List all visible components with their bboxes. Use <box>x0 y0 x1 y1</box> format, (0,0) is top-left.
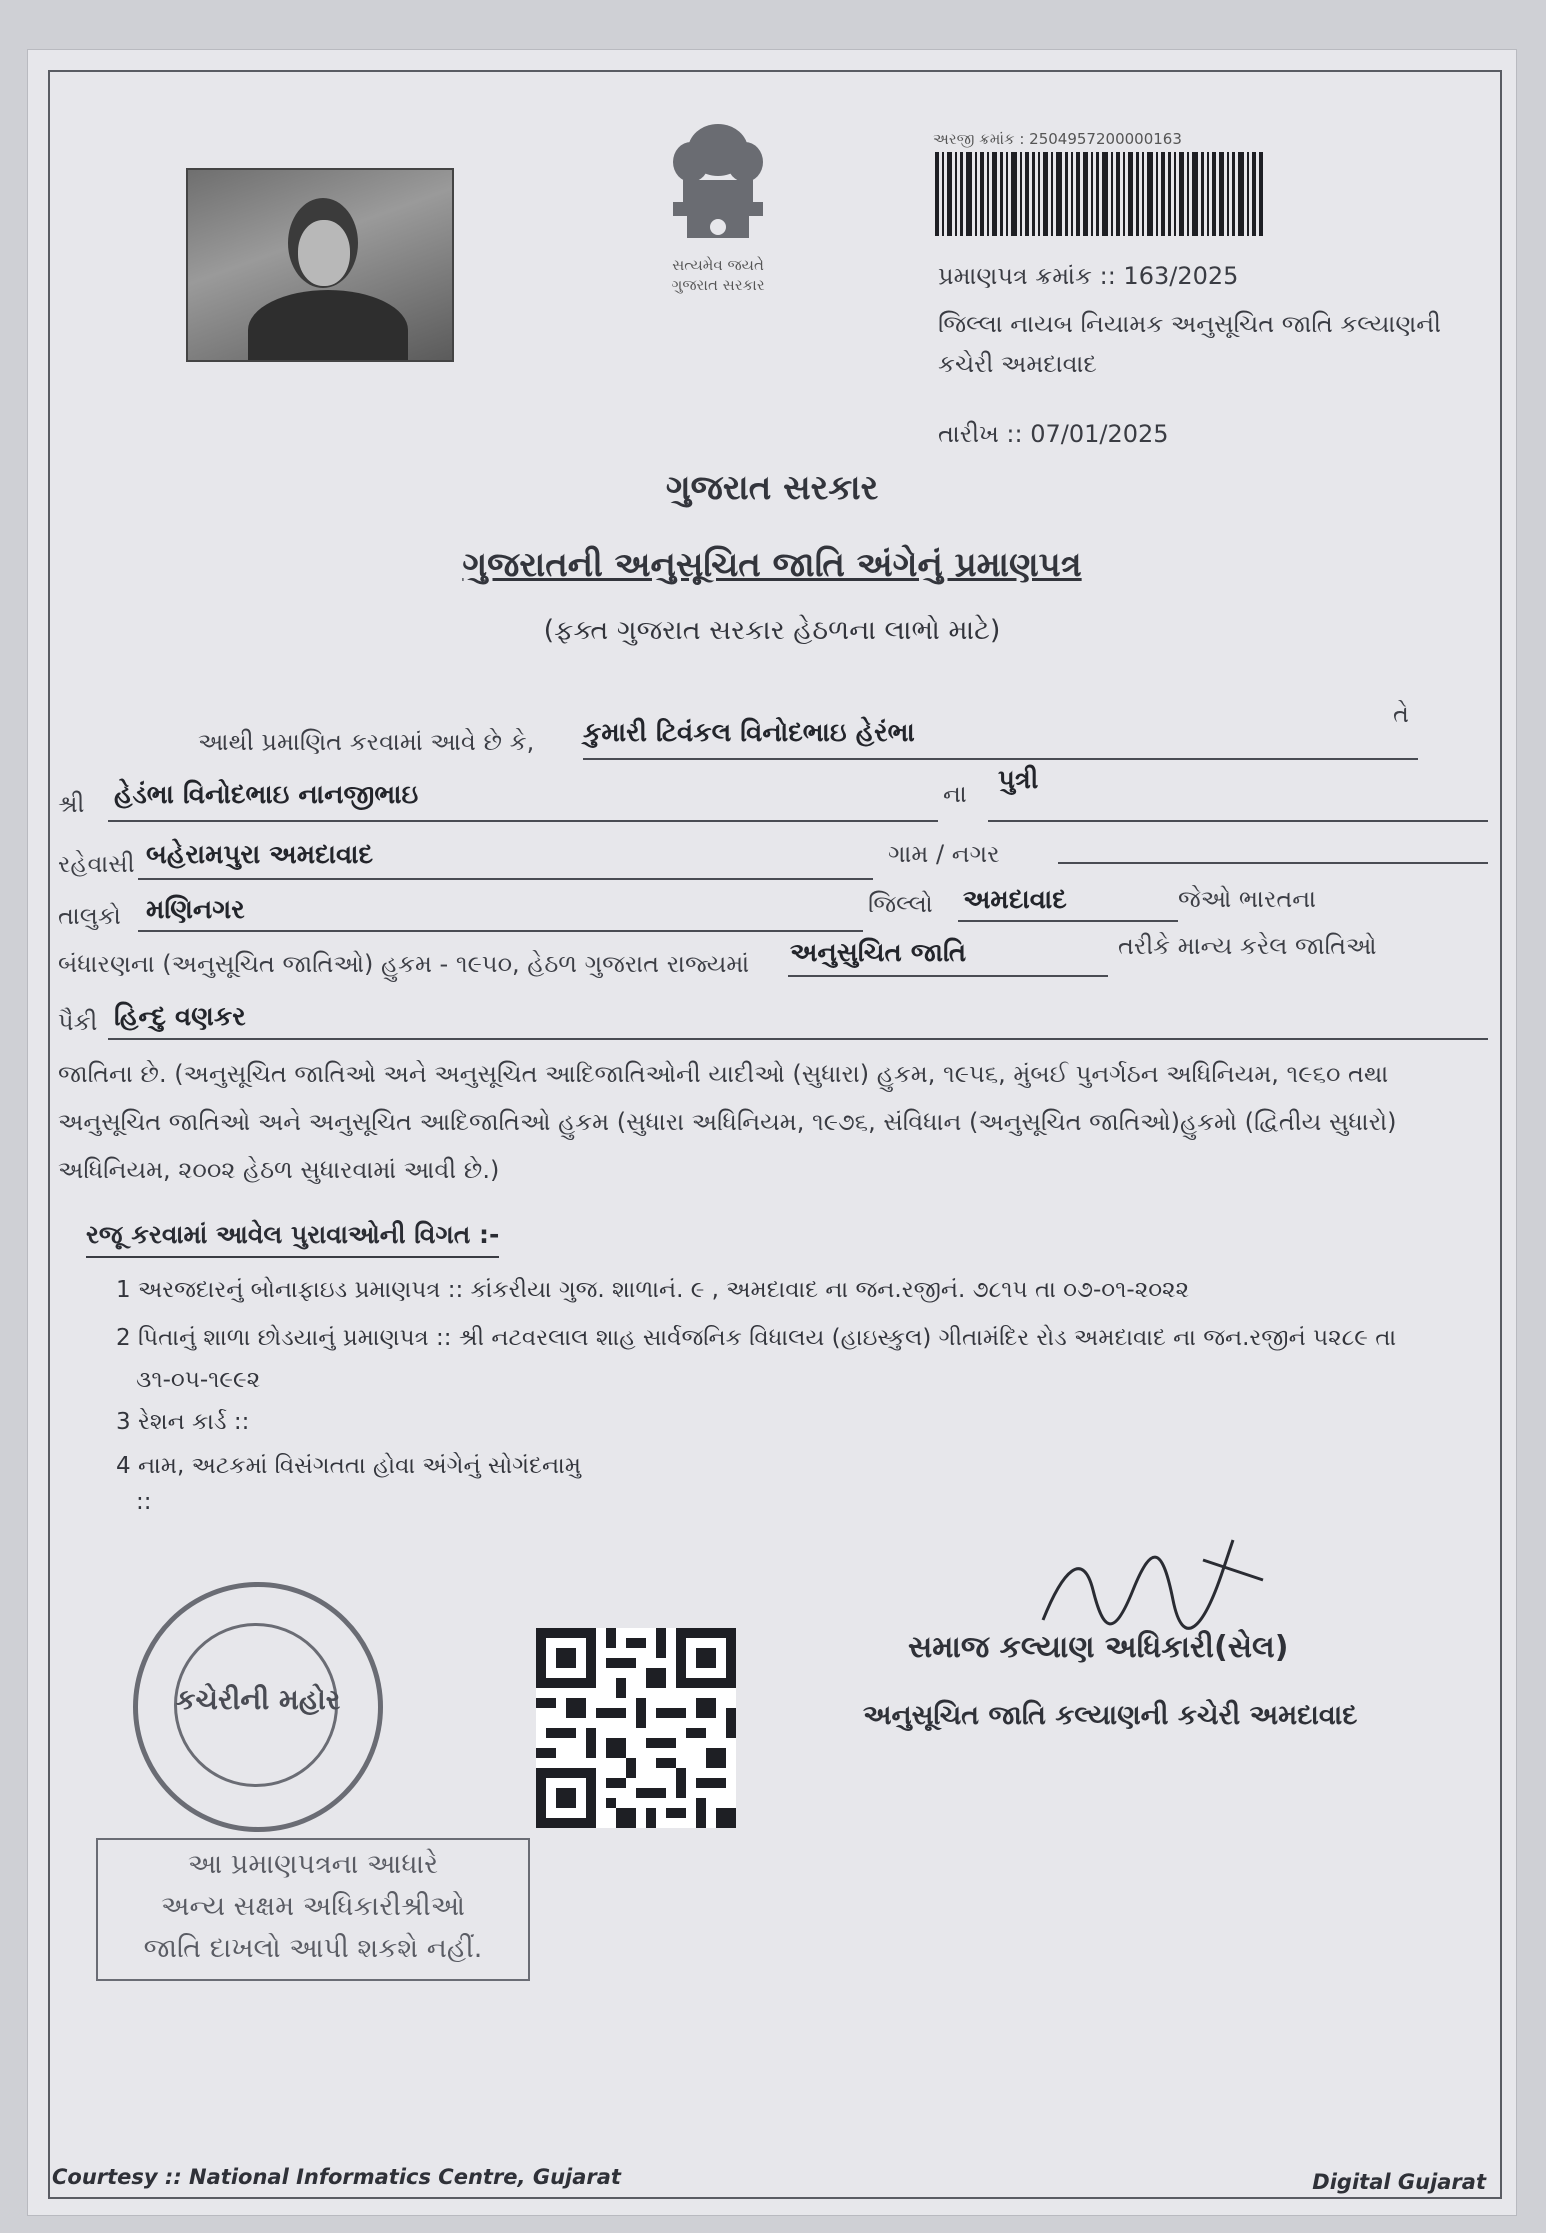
certificate-page <box>28 50 1516 2215</box>
applicant-photo <box>186 168 454 362</box>
taluka-label: તાલુકો <box>58 902 121 930</box>
evidence-heading: રજૂ કરવામાં આવેલ પુરાવાઓની વિગત :- <box>86 1220 499 1258</box>
caste: હિન્દુ વણકર <box>114 1002 246 1032</box>
father-name: હેડંભા વિનોદભાઇ નાનજીભાઇ <box>114 780 419 810</box>
applicant-name: કુમારી ટિવંકલ વિનોદભાઇ હેરંભા <box>583 718 915 748</box>
national-emblem-icon <box>643 110 793 260</box>
category-underline <box>788 975 1108 977</box>
government-title: ગુજરાત સરકાર <box>665 468 879 508</box>
na-label: ના <box>943 780 967 808</box>
emblem-caption: સત્યમેવ જયતે ગુજરાત સરકાર <box>671 256 765 294</box>
paiki-label: પૈકી <box>58 1008 98 1036</box>
village-label: ગામ / નગર <box>888 840 1000 868</box>
relation-underline <box>988 820 1488 822</box>
signatory-office: અનુસૂચિત જાતિ કલ્યાણની કચેરી અમદાવાદ <box>863 1700 1358 1731</box>
issue-date: તારીખ :: 07/01/2025 <box>938 420 1169 448</box>
validity-notice: આ પ્રમાણપત્રના આધારે અન્ય સક્ષમ અધિકારીશ્રીઓ જાતિ દાખલો આપી શકશે નહીં. <box>96 1838 530 1981</box>
village-underline <box>1058 862 1488 864</box>
recognized-label: તરીકે માન્ય કરેલ જાતિઓ <box>1118 932 1377 960</box>
shri-label: શ્રી <box>58 790 85 818</box>
taluka-underline <box>138 930 863 932</box>
evidence-item-4-value: :: <box>136 1489 152 1515</box>
father-underline <box>108 820 938 822</box>
footer-brand: Digital Gujarat <box>1312 2170 1486 2194</box>
district: અમદાવાદ <box>963 885 1067 915</box>
jeo-label: જેઓ ભારતના <box>1178 885 1317 913</box>
evidence-item-1: 1 અરજદારનું બોનાફાઇડ પ્રમાણપત્ર :: કાંકરીયા ગુજ. શાળાનં. ૯ , અમદાવાદ ના જન.રજીનં. ૭૮૧૫ તા ૦૭-૦૧-૨૦૨૨ <box>116 1277 1190 1303</box>
intro-label: આથી પ્રમાણિત કરવામાં આવે છે કે, <box>198 728 535 756</box>
district-underline <box>958 920 1178 922</box>
taluka: મણિનગર <box>146 895 245 925</box>
evidence-item-2: 2 પિતાનું શાળા છોડયાનું પ્રમાણપત્ર :: શ્રી નટવરલાલ શાહ સાર્વજનિક વિધાલય (હાઇસ્કુલ) ગીતામંદિર રોડ અમદાવાદ ના જન.રજીનં ૫૨૮૯ તા <box>116 1325 1397 1351</box>
certificate-number: પ્રમાણપત્ર ક્રમાંક :: 163/2025 <box>938 262 1239 290</box>
certificate-note: (ફક્ત ગુજરાત સરકાર હેઠળના લાભો માટે) <box>543 615 1001 646</box>
evidence-item-2-date: ૩૧-૦૫-૧૯૯૨ <box>136 1367 261 1393</box>
resident-label: રહેવાસી <box>58 850 135 878</box>
certificate-title: ગુજરાતની અનુસૂચિત જાતિ અંગેનું પ્રમાણપત્ર <box>462 545 1082 585</box>
legal-paragraph: જાતિના છે. (અનુસૂચિત જાતિઓ અને અનુસૂચિત આદિજાતિઓની યાદીઓ (સુધારા) હુકમ, ૧૯૫૬, મુંબઈ પુનર્ગઠન અધિનિયમ, ૧૯૬૦ તથા અનુસૂચિત જાતિઓ અને અનુસૂચિત આદિજાતિઓ હુકમ (સુધારા અધિનિયમ, ૧૯૭૬, સંવિધાન (અનુસૂચિત જાતિઓ)હુકમો (દ્વિતીય સુધારો) અધિનિયમ, ૨૦૦૨ હેઠળ સુધારવામાં આવી છે.) <box>58 1060 1397 1184</box>
office-line-2: કચેરી અમદાવાદ <box>938 350 1097 378</box>
barcode-label: અરજી ક્રમાંક : 2504957200000163 <box>933 130 1182 148</box>
resident-place: બહેરામપુરા અમદાવાદ <box>146 840 374 870</box>
barcode-icon <box>935 152 1265 236</box>
office-line-1: જિલ્લા નાયબ નિયામક અનુસૂચિત જાતિ કલ્યાણની <box>938 310 1441 338</box>
constitution-label: બંધારણના (અનુસૂચિત જાતિઓ) હુકમ - ૧૯૫૦, હેઠળ ગુજરાત રાજ્યમાં <box>58 950 750 978</box>
caste-underline <box>108 1038 1488 1040</box>
category: અનુસુચિત જાતિ <box>790 938 967 968</box>
resident-underline <box>138 878 873 880</box>
evidence-item-4: 4 નામ, અટકમાં વિસંગતતા હોવા અંગેનું સોગંદનામુ <box>116 1453 581 1479</box>
footer-courtesy: Courtesy :: National Informatics Centre, Gujarat <box>52 2165 621 2189</box>
evidence-item-3: 3 રેશન કાર્ડ :: <box>116 1409 250 1435</box>
te-label: તે <box>1393 700 1409 728</box>
relation: પુત્રી <box>998 765 1039 795</box>
applicant-underline <box>583 758 1418 760</box>
qr-code-icon <box>536 1628 736 1828</box>
district-label: જિલ્લો <box>868 890 933 918</box>
signatory-title: સમાજ કલ્યાણ અધિકારી(સેલ) <box>908 1630 1289 1665</box>
office-seal: કચેરીની મહોર <box>133 1582 383 1832</box>
